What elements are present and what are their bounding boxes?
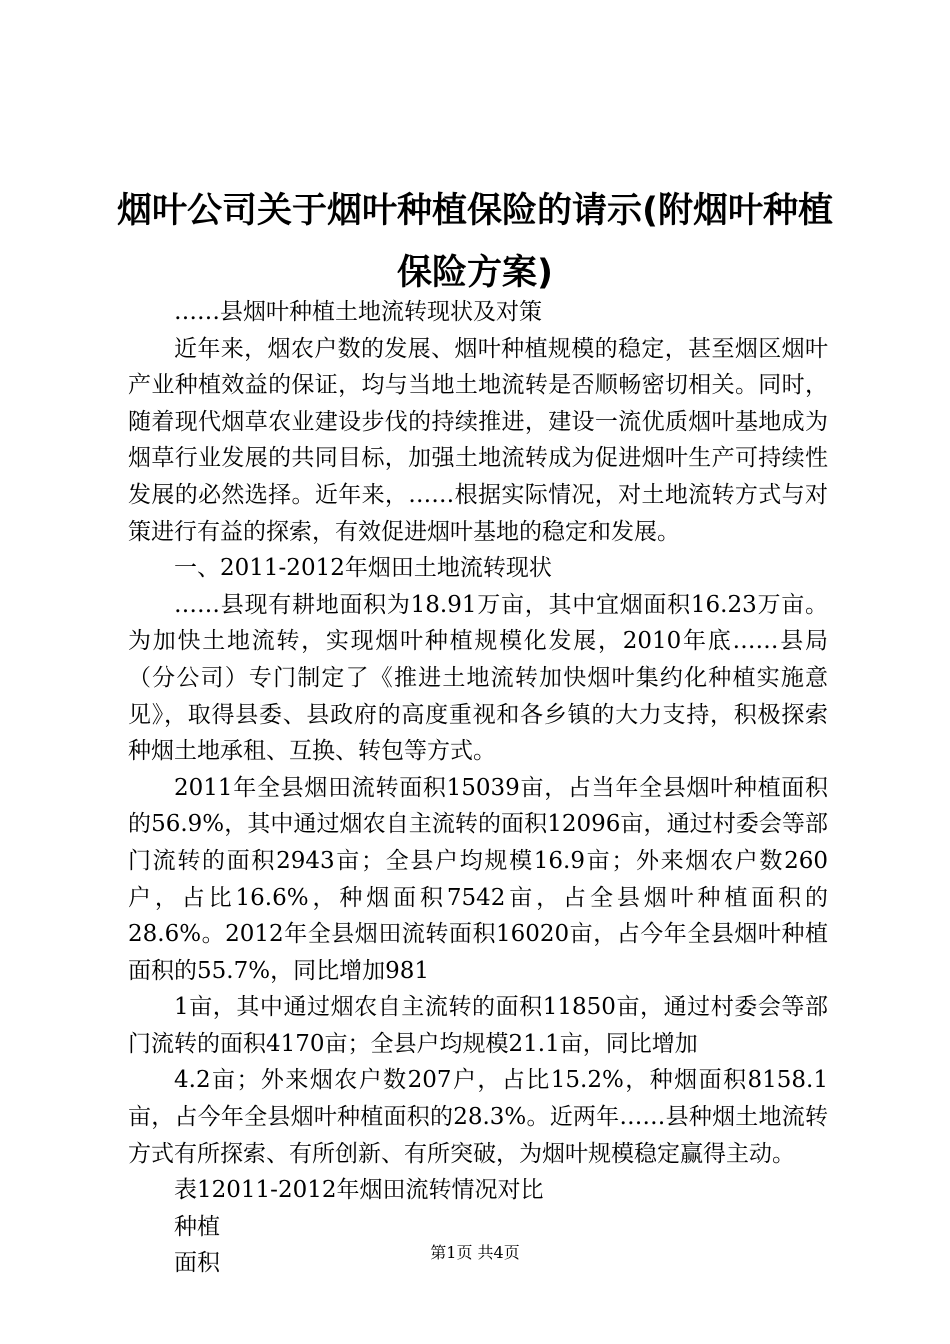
paragraph: 近年来，烟农户数的发展、烟叶种植规模的稳定，甚至烟区烟叶产业种植效益的保证，均与当地土地流转是否顺畅密切相关。同时，随着现代烟草农业建设步伐的持续推进，建设一流优质烟叶基地成为烟草行业发展的共同目标，加强土地流转成为促进烟叶生产可持续性发展的必然选择。近年来，……根据实际情况，对土地流转方式与对策进行有益的探索，有效促进烟叶基地的稳定和发展。 bbox=[128, 335, 828, 545]
paragraph: 2011年全县烟田流转面积15039亩，占当年全县烟叶种植面积的56.9%，其中通过烟农自主流转的面积12096亩，通过村委会等部门流转的面积2943亩；全县户均规模16.9亩；外来烟农户数260户，占比16.6%，种烟面积7542亩，占全县烟叶种植面积的28.6%。2012年全县烟田流转面积16020亩，占今年全县烟叶种植面积的55.7%，同比增加981 bbox=[128, 774, 828, 984]
table-caption: 表12011-2012年烟田流转情况对比 bbox=[174, 1177, 544, 1204]
table-fragment: 面积 bbox=[174, 1250, 220, 1277]
document-title: 烟叶公司关于烟叶种植保险的请示(附烟叶种植保险方案) bbox=[117, 191, 833, 293]
table-fragment: 种植 bbox=[174, 1213, 220, 1240]
page-number: 第1页 共4页 bbox=[430, 1243, 520, 1262]
section-heading: ……县烟叶种植土地流转现状及对策 bbox=[174, 299, 542, 325]
paragraph: 4.2亩；外来烟农户数207户，占比15.2%，种烟面积8158.1亩，占今年全县烟叶种植面积的28.3%。近两年……县种烟土地流转方式有所探索、有所创新、有所突破，为烟叶规模稳定赢得主动。 bbox=[128, 1067, 828, 1167]
document-body bbox=[128, 294, 828, 1282]
paragraph: 1亩，其中通过烟农自主流转的面积11850亩，通过村委会等部门流转的面积4170亩；全县户均规模21.1亩，同比增加 bbox=[128, 994, 828, 1057]
section-heading: 一、2011-2012年烟田土地流转现状 bbox=[174, 555, 552, 582]
paragraph: ……县现有耕地面积为18.91万亩，其中宜烟面积16.23万亩。为加快土地流转，实现烟叶种植规模化发展，2010年底……县局（分公司）专门制定了《推进土地流转加快烟叶集约化种植实施意见》，取得县委、县政府的高度重视和各乡镇的大力支持，积极探索种烟土地承租、互换、转包等方式。 bbox=[128, 591, 828, 765]
